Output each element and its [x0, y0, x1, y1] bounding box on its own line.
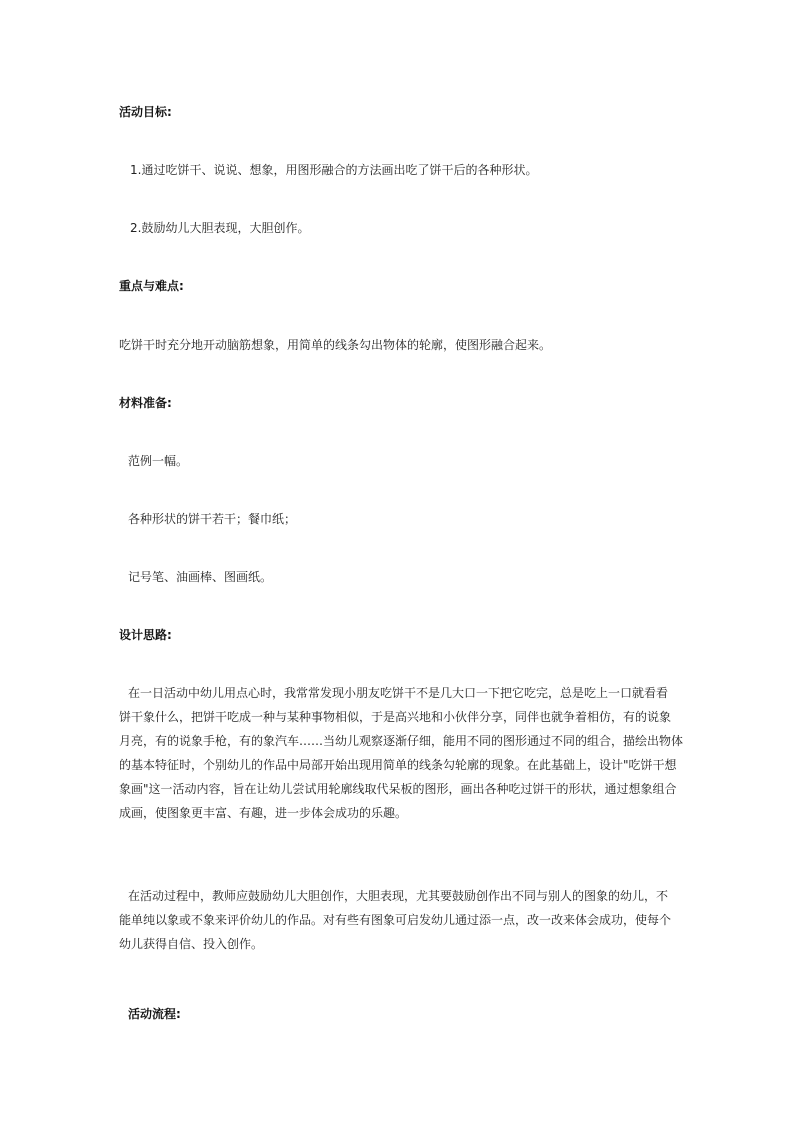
- paragraph-line: 月亮，有的说象手枪，有的象汽车……当幼儿观察逐渐仔细，能用不同的图形通过不同的组合，描绘出物体: [119, 734, 684, 748]
- paragraph-line: 在活动过程中，教师应鼓励幼儿大胆创作，大胆表现，尤其要鼓励创作出不同与别人的图象的幼儿，不: [128, 889, 669, 903]
- paragraph-line: 成画，使图象更丰富、有趣，进一步体会成功的乐趣。: [119, 806, 408, 820]
- goal-item-2: 2.鼓励幼儿大胆表现，大胆创作。: [130, 221, 310, 235]
- heading-materials: 材料准备:: [119, 396, 172, 410]
- material-item-2: 各种形状的饼干若干；餐巾纸；: [128, 512, 297, 526]
- heading-design-ideas: 设计思路:: [119, 628, 172, 642]
- heading-activity-process: 活动流程:: [128, 1007, 181, 1021]
- design-paragraph-2: [119, 884, 679, 956]
- material-item-1: 范例一幅。: [128, 454, 189, 468]
- paragraph-line: 饼干象什么，把饼干吃成一种与某种事物相似，于是高兴地和小伙伴分享，同伴也就争着相仿，有的说象: [119, 710, 672, 724]
- heading-activity-goals: 活动目标:: [119, 105, 172, 119]
- design-paragraph-1: [119, 681, 684, 825]
- paragraph-line: 在一日活动中幼儿用点心时，我常常发现小朋友吃饼干不是几大口一下把它吃完，总是吃上一口就看看: [128, 686, 669, 700]
- material-item-3: 记号笔、油画棒、图画纸。: [128, 570, 273, 584]
- paragraph-line: 的基本特征时，个别幼儿的作品中局部开始出现用简单的线条勾轮廓的现象。在此基础上，设计"吃饼干想: [119, 758, 677, 772]
- goal-item-1: 1.通过吃饼干、说说、想象，用图形融合的方法画出吃了饼干后的各种形状。: [130, 163, 538, 177]
- paragraph-line: 幼儿获得自信、投入创作。: [119, 937, 264, 951]
- paragraph-line: 象画"这一活动内容，旨在让幼儿尝试用轮廓线取代呆板的图形，画出各种吃过饼干的形状，通过想象组合: [119, 782, 677, 796]
- paragraph-line: 能单纯以象或不象来评价幼儿的作品。对有些有图象可启发幼儿通过添一点，改一改来体会成功，使每个: [119, 913, 672, 927]
- heading-key-points: 重点与难点:: [119, 279, 184, 293]
- key-points-text: 吃饼干时充分地开动脑筋想象，用简单的线条勾出物体的轮廓，使图形融合起来。: [119, 338, 552, 352]
